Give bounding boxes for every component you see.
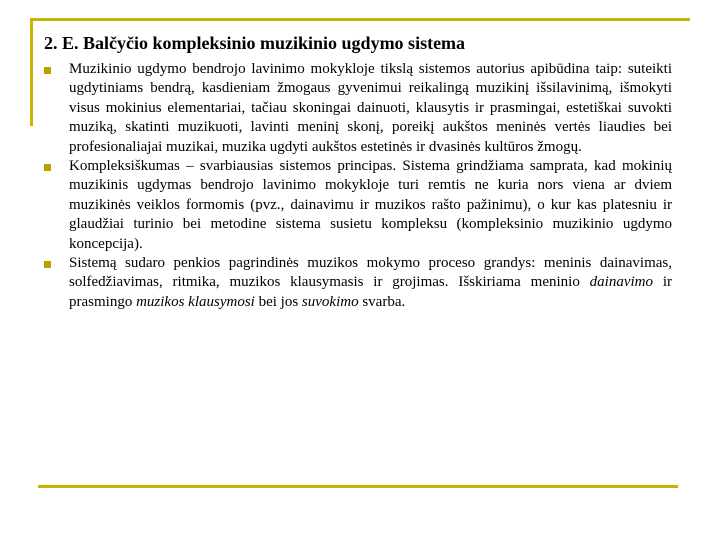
decorative-rule-bottom [38,485,678,488]
square-bullet-icon [44,164,51,171]
list-item [44,157,672,254]
list-item [44,254,672,312]
square-bullet-icon [44,67,51,74]
list-item-text [69,254,672,312]
list-item [44,60,672,157]
emphasis-suvokimo: suvokimo [301,293,359,310]
decorative-rule-left [30,18,33,126]
text-segment: Sistemą sudaro penkios pagrindinės muzikos mokymo proceso grandys: meninis dainavimas, solfedžiavimas, ritmika, muzikos klausymasis ir grojimas. Išskiriama meninio [69,255,672,291]
emphasis-dainavimo: dainavimo [589,274,653,291]
list-item-text: Kompleksiškumas – svarbiausias sistemos principas. Sistema grindžiama samprata, kad mokinių muzikinis ugdymas bendrojo lavinimo mokykloje turi remtis ne kuria nors viena ar dviem muzikinės veiklos formomis (pvz., dainavimu ir muzikos rašto pažinimu), o kur kas platesniu ir glaudžiai turinio bei metodine sistema susietu kompleksu (kompleksinio muzikinio ugdymo koncepcija). [69,158,672,252]
list-item-text: Muzikinio ugdymo bendrojo lavinimo mokykloje tikslą sistemos autorius apibūdina taip: suteikti ugdytiniams bendrą, kasdieniam žmogaus gyvenimui reikalingą muzikinį išsilavinimą, išmokyti visus mokinius elementariai, tačiau skoningai dainuoti, klausytis ir prasmingai, estetiškai suvokti muziką, skatinti muzikuoti, lavinti meninį skonį, poreikį aukštos meninės vertės liaudies bei profesionaliajai muzikai, muzika ugdyti aukštos estetinės ir dvasinės kultūros žmogų. [69,61,672,155]
text-segment: svarba. [358,293,406,310]
decorative-rule-top [30,18,690,21]
bullet-list [44,60,672,312]
text-segment: bei jos [254,293,302,310]
square-bullet-icon [44,261,51,268]
slide-title: 2. E. Balčyčio kompleksinio muzikinio ugdymo sistema [44,33,466,53]
emphasis-muzikos-klausymosi: muzikos klausymosi [136,293,255,310]
text-segment: ir prasmingo [69,274,672,310]
